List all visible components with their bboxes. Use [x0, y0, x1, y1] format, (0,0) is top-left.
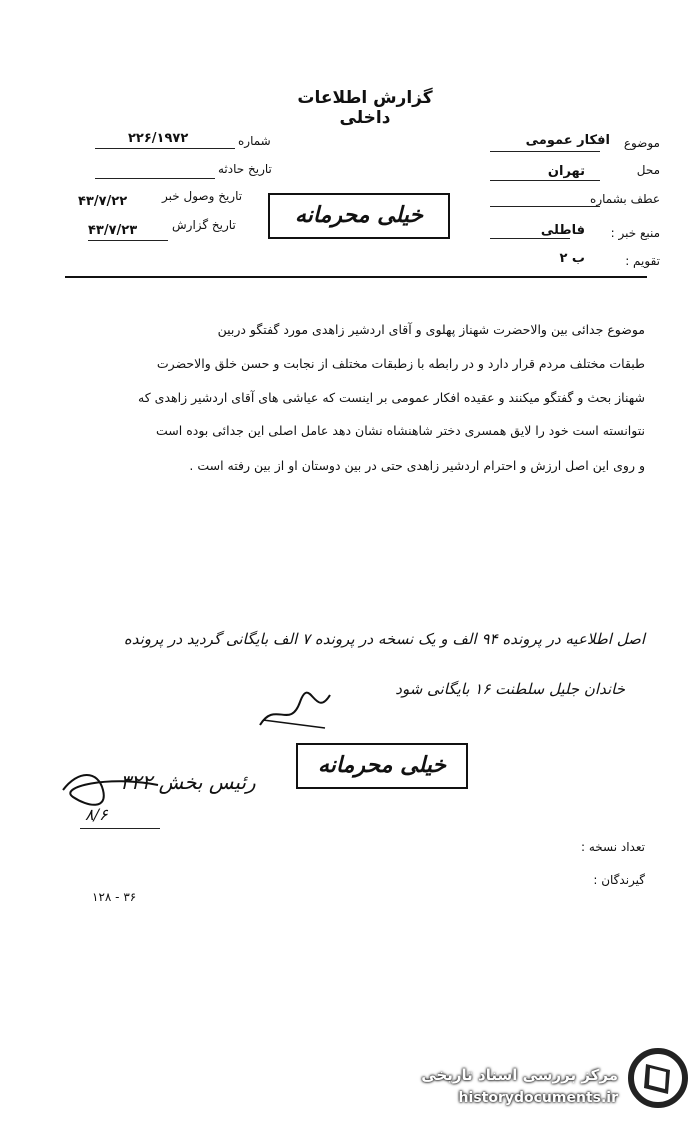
handwritten-note: خاندان جلیل سلطنت ۱۶ بایگانی شود [395, 680, 625, 698]
place-value: تهران [547, 164, 585, 179]
handwritten-note: اصل اطلاعیه در پرونده ۹۴ الف و یک نسخه در پرونده ۷ الف بایگانی گردید در پرونده [123, 630, 645, 648]
place-underline [490, 180, 600, 181]
source-value: فاطلی [540, 223, 585, 238]
source-label: منبع خبر : [610, 226, 660, 240]
report-date-value: ۴۳/۷/۲۳ [88, 223, 138, 238]
event-date-underline [95, 178, 215, 179]
handwritten-signature-icon [255, 690, 335, 735]
report-date-label: تاریخ گزارش [172, 218, 236, 232]
subject-value: افکار عمومی [525, 133, 610, 148]
event-date-label: تاریخ حادثه [218, 162, 272, 176]
body-line: و روی این اصل ارزش و احترام اردشیر زاهدی حتی در بین دوستان او از بین رفته است . [189, 458, 645, 473]
signature-underline [80, 828, 160, 829]
signature-note: رئیس بخش ۳۲۲ [120, 770, 256, 794]
receipt-date-label: تاریخ وصول خبر [162, 189, 243, 203]
copies-label: تعداد نسخه : [580, 840, 645, 854]
evaluation-value: ب ۲ [559, 251, 585, 266]
body-line: موضوع جدائی بین والاحضرت شهناز پهلوی و آقای اردشیر زاهدی مورد گفتگو دربین [217, 322, 645, 337]
place-label: محل [636, 163, 660, 177]
source-underline [490, 238, 570, 239]
confidential-stamp-top: خیلی محرمانه [268, 193, 450, 239]
document-title: گزارش اطلاعات داخلی [297, 88, 433, 128]
watermark-org: مرکز بررسی اسناد تاریخی [421, 1066, 618, 1084]
number-label: شماره [238, 134, 271, 148]
body-line: نتوانسته است خود را لایق همسری دختر شاهنشاه نشان دهد عامل اصلی این جدائی بوده است [156, 423, 645, 438]
number-value: ۲۲۶/۱۹۷۲ [128, 131, 189, 146]
number-underline [95, 148, 235, 149]
watermark-url: historydocuments.ir [458, 1090, 618, 1106]
evaluation-label: تقویم : [625, 254, 660, 268]
report-date-underline [88, 240, 168, 241]
signature-flourish-icon [58, 765, 168, 810]
signature-date: ۸/۶ [85, 805, 108, 824]
body-line: طبقات مختلف مردم قرار دارد و در رابطه با زطبقات مختلف از نجابت و حسن خلق والاحضرت [156, 356, 645, 371]
confidential-stamp-bottom: خیلی محرمانه [296, 743, 468, 789]
recipients-label: گیرندگان : [593, 873, 645, 887]
body-line: شهناز بحث و گفتگو میکنند و عقیده افکار عمومی بر اینست که عیاشی های آقای اردشیر زاهدی که [138, 390, 645, 405]
subject-label: موضوع [623, 136, 660, 150]
reference-label: عطف بشماره [590, 192, 660, 206]
receipt-date-value: ۴۳/۷/۲۲ [78, 194, 128, 209]
archive-logo-icon [628, 1048, 688, 1108]
reference-underline [490, 206, 600, 207]
form-code: ۳۶ - ۱۲۸ [92, 890, 137, 904]
subject-underline [490, 151, 600, 152]
header-divider [65, 276, 647, 278]
